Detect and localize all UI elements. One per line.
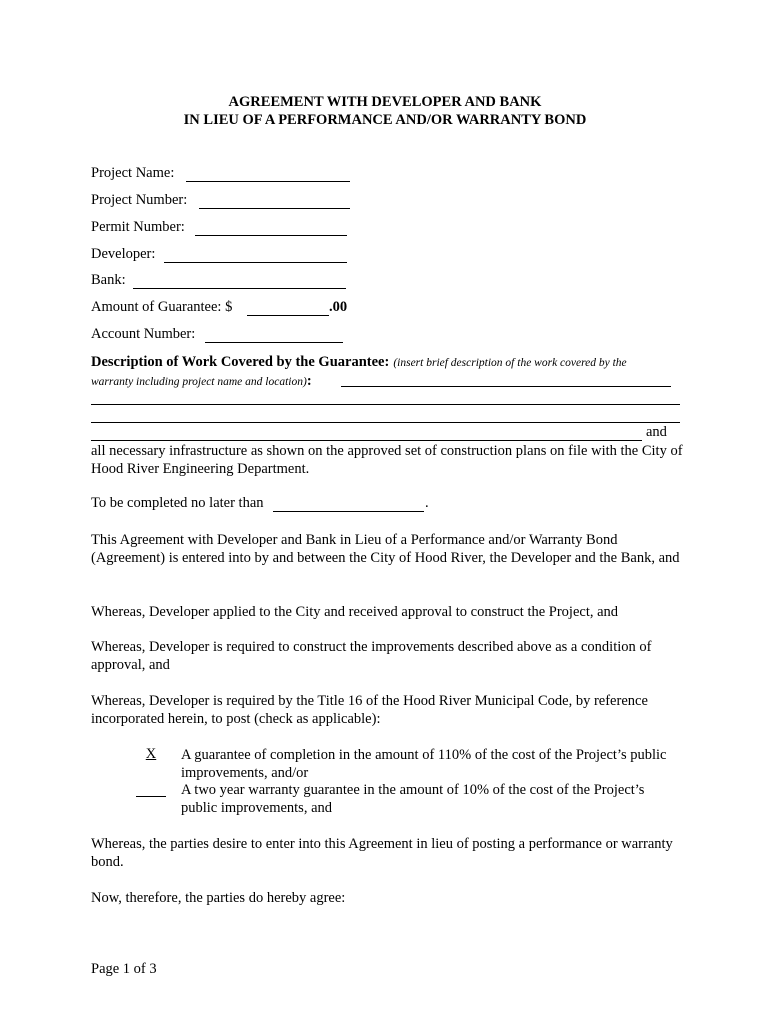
amount-label-text: Amount of Guarantee: $	[91, 299, 233, 315]
completion-period: .	[425, 495, 429, 511]
bank-field[interactable]	[133, 288, 346, 289]
amount-field[interactable]	[247, 315, 329, 316]
description-field-line-3[interactable]	[91, 422, 680, 423]
project-number-field[interactable]	[199, 208, 350, 209]
option-2-checkbox[interactable]	[136, 796, 166, 797]
description-heading-row	[91, 353, 627, 371]
amount-label	[91, 299, 232, 316]
permit-number-label: Permit Number:	[91, 219, 185, 235]
project-number-label: Project Number:	[91, 192, 188, 208]
permit-number-field[interactable]	[195, 235, 347, 236]
description-and: and	[646, 424, 667, 440]
description-field-line-2[interactable]	[91, 404, 680, 405]
description-continuation: all necessary infrastructure as shown on the approved set of construction plans on file with the City of Hood River Engineering Department.	[91, 443, 683, 477]
title-line-1: AGREEMENT WITH DEVELOPER AND BANK	[228, 94, 542, 110]
agreement-paragraph: This Agreement with Developer and Bank in Lieu of a Performance and/or Warranty Bond (Agreement) is entered into by and between the City of Hood River, the Developer and the Bank, and	[91, 532, 680, 566]
whereas-paragraph-1: Whereas, Developer applied to the City and received approval to construct the Project, and	[91, 604, 619, 620]
completion-label: To be completed no later than	[91, 495, 264, 511]
amount-suffix: .00	[329, 299, 348, 315]
description-instruction-row	[91, 372, 312, 390]
developer-label: Developer:	[91, 246, 156, 262]
project-name-label: Project Name:	[91, 165, 175, 181]
project-name-field[interactable]	[186, 181, 350, 182]
option-2-text: A two year warranty guarantee in the amount of 10% of the cost of the Project’s public improvements, and	[181, 782, 645, 816]
option-1-text: A guarantee of completion in the amount of 110% of the cost of the Project’s public improvements, and/or	[181, 747, 667, 781]
description-heading: Description of Work Covered by the Guarantee:	[91, 354, 390, 370]
whereas-paragraph-3: Whereas, Developer is required by the Title 16 of the Hood River Municipal Code, by reference incorporated herein, to post (check as applicable):	[91, 693, 648, 727]
option-1-checkbox[interactable]	[136, 746, 166, 763]
page-number: Page 1 of 3	[91, 961, 157, 977]
bank-label: Bank:	[91, 272, 126, 288]
description-instruction-1: (insert brief description of the work covered by the	[393, 357, 627, 369]
account-number-label: Account Number:	[91, 326, 196, 342]
whereas-paragraph-4: Whereas, the parties desire to enter into this Agreement in lieu of posting a performance or warranty bond.	[91, 836, 673, 870]
option-1-mark: X	[145, 746, 157, 762]
description-field-line-4[interactable]	[91, 440, 642, 441]
account-number-field[interactable]	[205, 342, 343, 343]
now-therefore-paragraph: Now, therefore, the parties do hereby agree:	[91, 890, 346, 906]
description-field-line-1[interactable]	[341, 386, 671, 387]
completion-date-field[interactable]	[273, 511, 424, 512]
description-instruction-2: warranty including project name and location)	[91, 376, 307, 388]
developer-field[interactable]	[164, 262, 347, 263]
description-colon: :	[306, 373, 312, 389]
title-line-2: IN LIEU OF A PERFORMANCE AND/OR WARRANTY BOND	[183, 112, 587, 128]
whereas-paragraph-2: Whereas, Developer is required to construct the improvements described above as a condition of approval, and	[91, 639, 652, 673]
